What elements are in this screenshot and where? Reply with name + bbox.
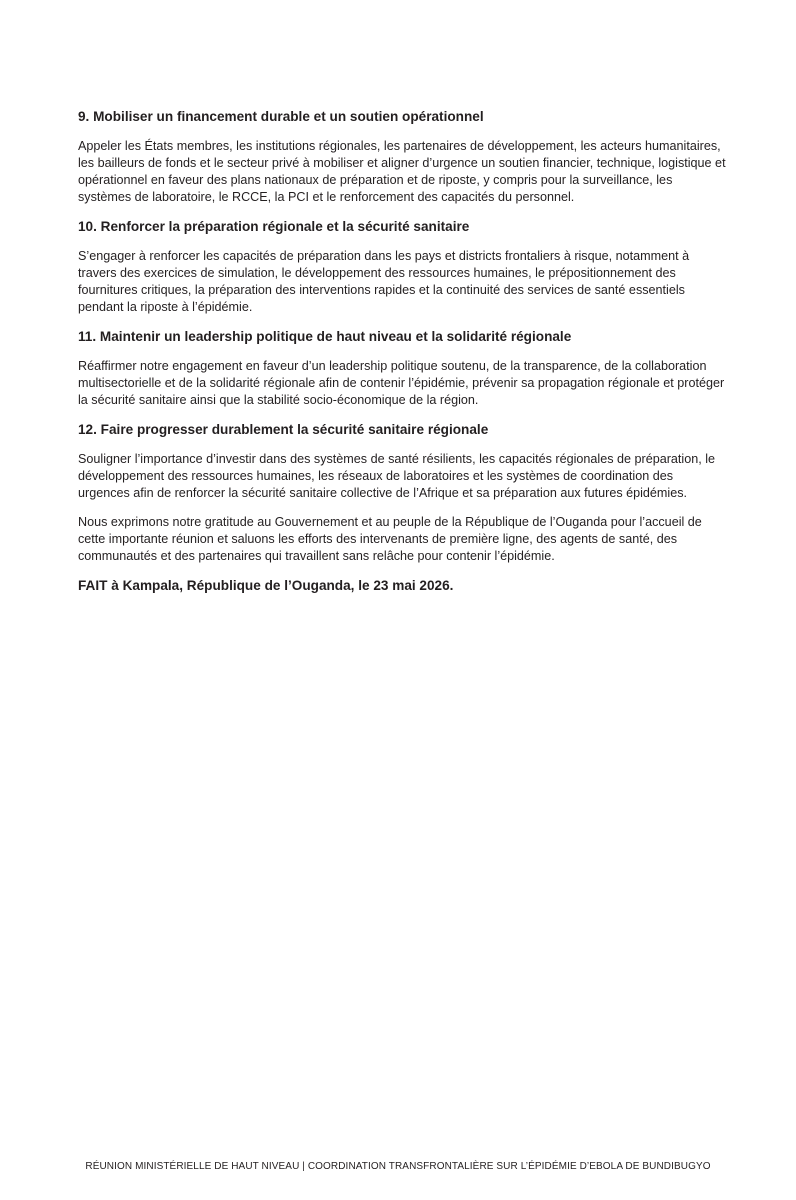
section-heading: 12. Faire progresser durablement la sécurité sanitaire régionale [78, 422, 489, 437]
closing-paragraph: Nous exprimons notre gratitude au Gouvernement et au peuple de la République de l’Ouganda pour l’accueil de cette importante réunion et saluons les efforts des intervenants de première ligne, des agents de santé, des communautés et des partenaires qui travaillent sans relâche pour contenir l’épidémie. [78, 515, 702, 563]
section-heading: 9. Mobiliser un financement durable et un soutien opérationnel [78, 109, 484, 124]
section-9 [78, 108, 726, 206]
section-11 [78, 328, 726, 409]
section-paragraph: Réaffirmer notre engagement en faveur d’un leadership politique soutenu, de la transparence, de la collaboration multisectorielle et de la solidarité régionale afin de contenir l’épidémie, prévenir sa propagation régionale et protéger la sécurité sanitaire ainsi que la stabilité socio-économique de la région. [78, 359, 725, 407]
page-footer: RÉUNION MINISTÉRIELLE DE HAUT NIVEAU | COORDINATION TRANSFRONTALIÈRE SUR L’ÉPIDÉMIE D’EBOLA DE BUNDIBUGYO [85, 1161, 711, 1172]
section-heading: 11. Maintenir un leadership politique de haut niveau et la solidarité régionale [78, 329, 572, 344]
document-page [78, 108, 726, 595]
section-paragraph: Souligner l’importance d’investir dans des systèmes de santé résilients, les capacités régionales de préparation, le développement des ressources humaines, les réseaux de laboratoires et les systèmes de coordination des urgences afin de renforcer la sécurité sanitaire collective de l’Afrique et sa préparation aux futures épidémies. [78, 452, 716, 500]
section-heading: 10. Renforcer la préparation régionale et la sécurité sanitaire [78, 219, 470, 234]
section-paragraph: Appeler les États membres, les institutions régionales, les partenaires de développement, les acteurs humanitaires, les bailleurs de fonds et le secteur privé à mobiliser et aligner d’urgence un soutien financier, technique, logistique et opérationnel en faveur des plans nationaux de préparation et de riposte, y compris pour la surveillance, les systèmes de laboratoire, le RCCE, la PCI et le renforcement des capacités du personnel. [78, 139, 726, 204]
signature-line: FAIT à Kampala, République de l’Ouganda, le 23 mai 2026. [78, 578, 454, 593]
section-paragraph: S’engager à renforcer les capacités de préparation dans les pays et districts frontaliers à risque, notamment à travers des exercices de simulation, le développement des ressources humaines, le prépositionnement des fournitures critiques, la préparation des interventions rapides et la continuité des services de santé essentiels pendant la riposte à l’épidémie. [78, 249, 690, 314]
section-10 [78, 218, 726, 316]
section-12 [78, 421, 726, 502]
